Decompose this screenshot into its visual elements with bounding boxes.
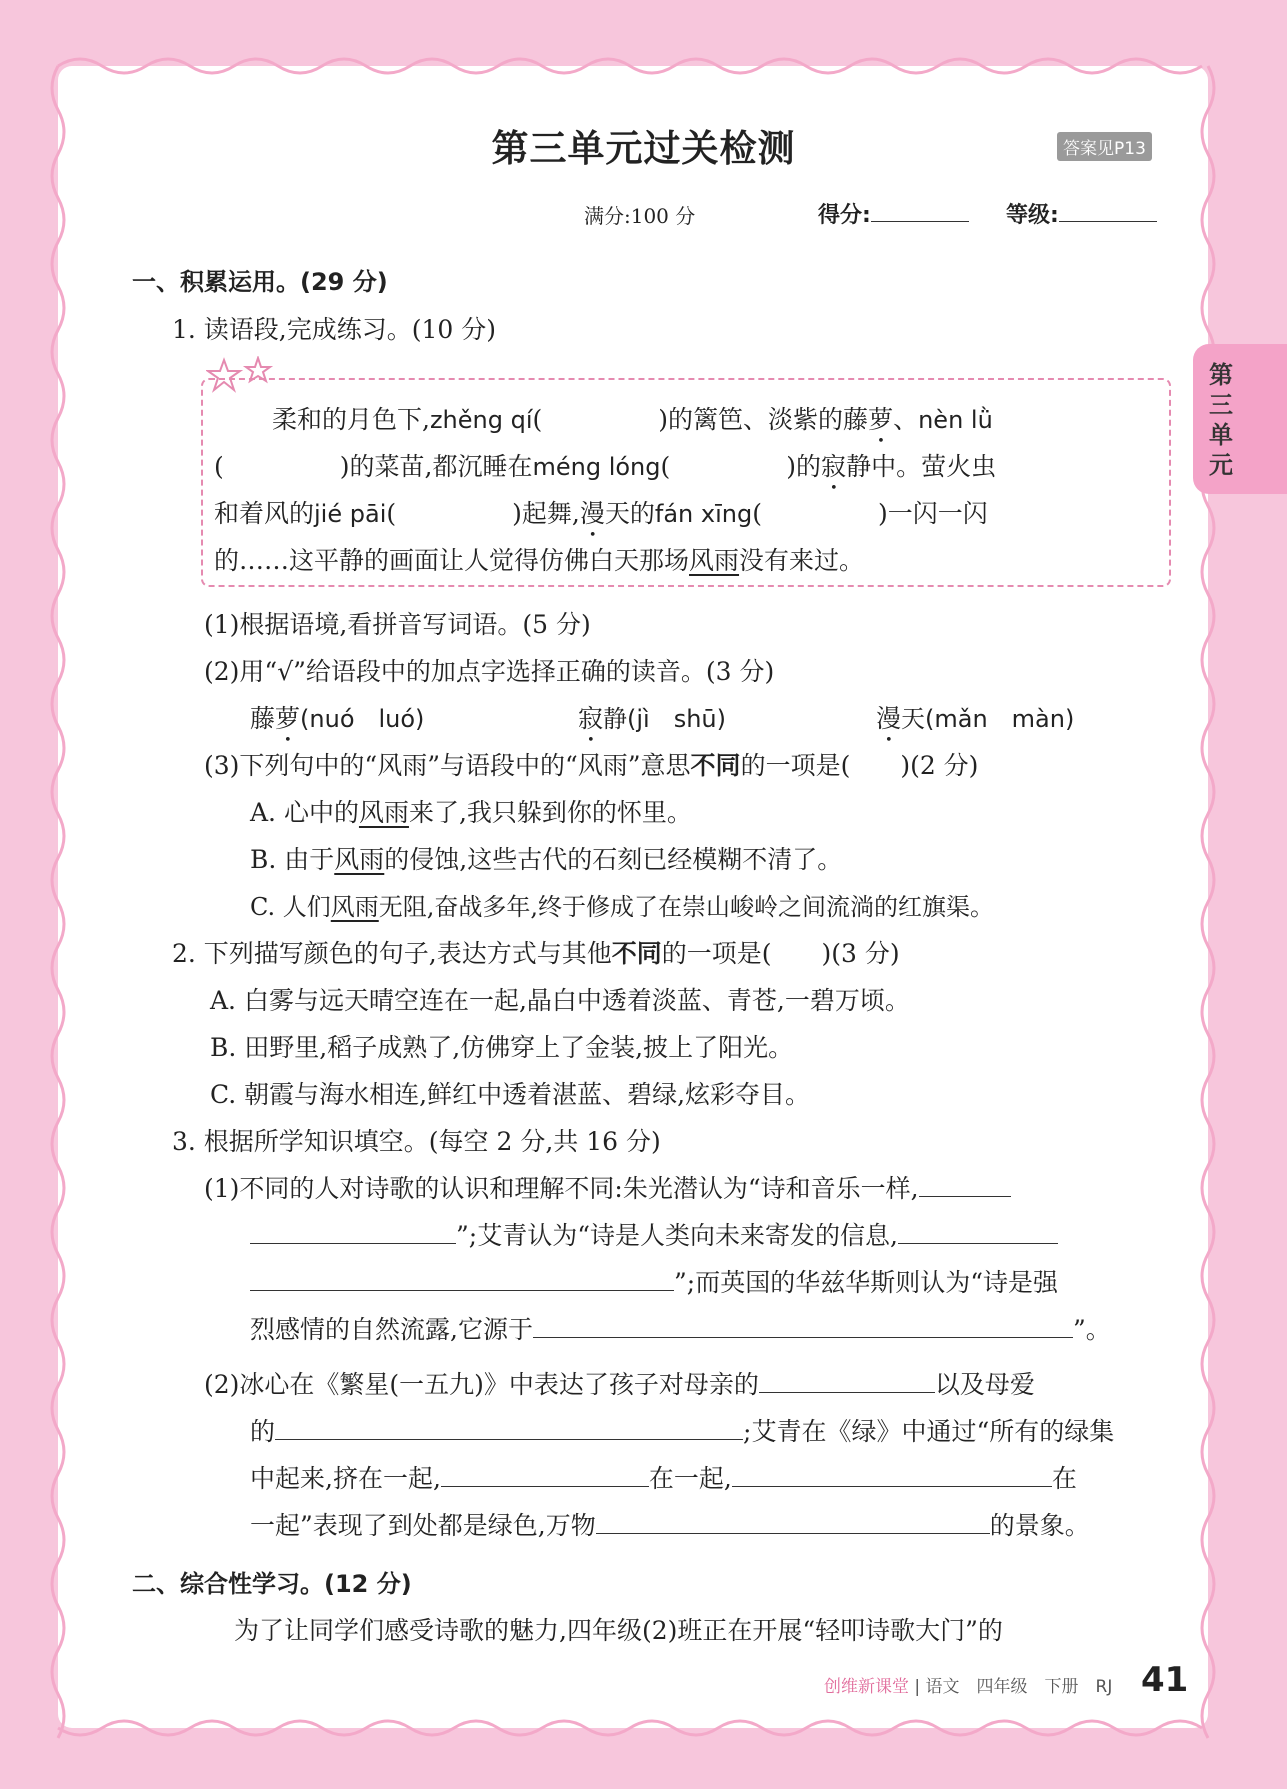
underlined-word: 风雨 bbox=[358, 798, 409, 827]
answer-blank[interactable] bbox=[542, 403, 658, 428]
option-text: 无阻,奋战多年,终于修成了在崇山峻岭之间流淌的红旗渠。 bbox=[378, 893, 995, 921]
passage-line-2: ( )的菜苗,都沉睡在méng lóng( )的寂静中。萤火虫 bbox=[214, 452, 997, 481]
passage-text: 起舞, bbox=[521, 499, 580, 528]
dotted-character: 萝 bbox=[275, 704, 301, 733]
dotted-character: 漫 bbox=[579, 499, 605, 528]
pinyin-choices: 天(mǎn màn) bbox=[901, 705, 1075, 733]
question-text: 以及母爱 bbox=[934, 1370, 1035, 1399]
question-text: ”;艾青认为“诗是人类向未来寄发的信息, bbox=[456, 1221, 898, 1250]
emphasis-text: 不同 bbox=[611, 939, 662, 968]
brand-name: 创维新课堂 bbox=[824, 1677, 909, 1697]
option-text: 的侵蚀,这些古代的石刻已经模糊不清了。 bbox=[384, 845, 843, 874]
footer-separator: | bbox=[914, 1677, 921, 1697]
answer-blank[interactable] bbox=[732, 1461, 1052, 1487]
option-text: A. 心中的 bbox=[250, 798, 359, 827]
question-text: (2)冰心在《繁星(一五九)》中表达了孩子对母亲的 bbox=[204, 1370, 759, 1399]
passage-text: 、 bbox=[893, 405, 919, 434]
grade-label: 等级: bbox=[1006, 203, 1059, 228]
unit-side-tab-label: 第三单元 bbox=[1209, 361, 1233, 479]
grade-field bbox=[1006, 198, 1157, 229]
sub-question-3 bbox=[204, 746, 978, 782]
score-field bbox=[818, 198, 969, 229]
grade-blank[interactable] bbox=[1059, 199, 1157, 222]
question-3-1-line-3 bbox=[250, 1263, 1058, 1299]
question-3-2-line-1 bbox=[204, 1365, 1035, 1401]
page-number: 41 bbox=[1141, 1660, 1189, 1700]
pinyin-prompt: fán xīng bbox=[654, 500, 753, 528]
section-2-paragraph: 为了让同学们感受诗歌的魅力,四年级(2)班正在开展“轻叩诗歌大门”的 bbox=[234, 1616, 1003, 1645]
sub-question-1: (1)根据语境,看拼音写词语。(5 分) bbox=[204, 610, 591, 639]
answer-blank[interactable] bbox=[224, 450, 340, 475]
question-text: 在一起, bbox=[648, 1464, 732, 1493]
footer-info bbox=[824, 1672, 1112, 1697]
page-title: 第三单元过关检测 bbox=[491, 127, 796, 170]
passage-line-4 bbox=[214, 541, 864, 577]
question-text: (3)下列句中的“风雨”与语段中的“风雨”意思 bbox=[204, 751, 691, 780]
pinyin-prompt: nèn lǜ bbox=[918, 406, 993, 434]
answer-blank[interactable] bbox=[670, 450, 786, 475]
answer-blank[interactable] bbox=[762, 497, 878, 522]
passage-text: 静中。萤火虫 bbox=[846, 452, 997, 481]
question-3-1-line-4 bbox=[250, 1310, 1111, 1346]
answer-blank[interactable] bbox=[250, 1218, 456, 1244]
underlined-word: 风雨 bbox=[689, 546, 740, 575]
answer-blank[interactable] bbox=[759, 1367, 935, 1393]
pinyin-prompt: zhěng qí bbox=[429, 406, 533, 434]
pinyin-prompt: jié pāi bbox=[314, 500, 387, 528]
sub-question-3-option-c[interactable] bbox=[250, 887, 994, 922]
sub-question-2-option-a[interactable] bbox=[250, 699, 424, 748]
section-2-heading: 二、综合性学习。(12 分) bbox=[132, 1570, 412, 1598]
question-text: 中起来,挤在一起, bbox=[250, 1464, 441, 1493]
question-text: 2. 下列描写颜色的句子,表达方式与其他 bbox=[172, 939, 612, 968]
answer-blank[interactable] bbox=[275, 1414, 743, 1440]
emphasis-text: 不同 bbox=[690, 751, 741, 780]
underlined-word: 风雨 bbox=[330, 893, 379, 921]
passage-line-1: 柔和的月色下,zhěng qí( )的篱笆、淡紫的藤萝、nèn lǜ bbox=[272, 405, 993, 434]
passage-text: 柔和的月色下, bbox=[272, 405, 430, 434]
pinyin-prompt: méng lóng bbox=[532, 453, 661, 481]
passage-text: 的篱笆、淡紫的藤 bbox=[668, 405, 869, 434]
score-blank[interactable] bbox=[871, 199, 969, 222]
question-text: 烈感情的自然流露,它源于 bbox=[250, 1315, 533, 1344]
score-label: 得分: bbox=[818, 203, 871, 228]
question-3-1-line-2 bbox=[250, 1216, 1058, 1252]
question-2-option-c[interactable]: C. 朝霞与海水相连,鲜红中透着湛蓝、碧绿,炫彩夺目。 bbox=[210, 1080, 811, 1109]
underlined-word: 风雨 bbox=[334, 845, 385, 874]
question-2-option-a[interactable]: A. 白雾与远天晴空连在一起,晶白中透着淡蓝、青苍,一碧万顷。 bbox=[210, 986, 910, 1015]
question-3-2-line-2 bbox=[250, 1412, 1114, 1448]
sub-question-3-option-b[interactable] bbox=[250, 840, 842, 876]
option-text: B. 由于 bbox=[250, 845, 335, 874]
question-text: 在 bbox=[1051, 1464, 1077, 1493]
passage-text: 的……这平静的画面让人觉得仿佛白天那场 bbox=[214, 546, 690, 575]
full-score-label: 满分:100 分 bbox=[584, 204, 696, 228]
question-text: 的一项是( )(2 分) bbox=[740, 751, 979, 780]
answer-blank[interactable] bbox=[533, 1312, 1073, 1338]
passage-line-3: 和着风的jié pāi( )起舞,漫天的fán xīng( )一闪一闪 bbox=[214, 499, 988, 528]
option-text: 来了,我只躲到你的怀里。 bbox=[408, 798, 692, 827]
question-3-2-line-3 bbox=[250, 1459, 1077, 1495]
question-2-title bbox=[172, 934, 900, 970]
book-info: 语文 四年级 下册 RJ bbox=[925, 1677, 1113, 1697]
passage-text: 和着风的 bbox=[214, 499, 315, 528]
section-1-heading: 一、积累运用。(29 分) bbox=[132, 268, 388, 296]
passage-text: 天的 bbox=[604, 499, 655, 528]
option-text: 藤 bbox=[250, 704, 276, 733]
question-3-title: 3. 根据所学知识填空。(每空 2 分,共 16 分) bbox=[172, 1127, 661, 1156]
dotted-character: 漫 bbox=[876, 704, 902, 733]
passage-text: 的菜苗,都沉睡在 bbox=[349, 452, 533, 481]
dotted-character: 萝 bbox=[868, 405, 894, 434]
question-text: ”;而英国的华兹华斯则认为“诗是强 bbox=[674, 1268, 1058, 1297]
sub-question-2-option-b[interactable] bbox=[578, 699, 726, 748]
question-3-1-line-1 bbox=[204, 1169, 1011, 1205]
passage-text: 一闪一闪 bbox=[887, 499, 988, 528]
question-text: 的景象。 bbox=[989, 1511, 1090, 1540]
question-text: ”。 bbox=[1072, 1315, 1111, 1344]
answer-blank[interactable] bbox=[441, 1461, 649, 1487]
answer-blank[interactable] bbox=[596, 1508, 990, 1534]
option-text: C. 人们 bbox=[250, 893, 331, 921]
answer-blank[interactable] bbox=[919, 1171, 1011, 1197]
question-text: 的 bbox=[250, 1417, 276, 1446]
question-text: (1)不同的人对诗歌的认识和理解不同:朱光潜认为“诗和音乐一样, bbox=[204, 1174, 919, 1203]
question-text: 一起”表现了到处都是绿色,万物 bbox=[250, 1511, 596, 1540]
question-text: ;艾青在《绿》中通过“所有的绿集 bbox=[743, 1417, 1115, 1446]
sub-question-2: (2)用“√”给语段中的加点字选择正确的读音。(3 分) bbox=[204, 657, 775, 686]
passage-text: 没有来过。 bbox=[739, 546, 865, 575]
pinyin-choices: (nuó luó) bbox=[300, 705, 425, 733]
sub-question-3-option-a[interactable] bbox=[250, 793, 692, 829]
answer-blank[interactable] bbox=[396, 497, 512, 522]
answer-blank[interactable] bbox=[898, 1218, 1058, 1244]
dotted-character: 寂 bbox=[821, 452, 847, 481]
question-3-2-line-4 bbox=[250, 1506, 1090, 1542]
question-1-title: 1. 读语段,完成练习。(10 分) bbox=[172, 315, 497, 344]
answer-blank[interactable] bbox=[250, 1265, 674, 1291]
question-text: 的一项是( )(3 分) bbox=[661, 939, 900, 968]
dotted-character: 寂 bbox=[578, 704, 604, 733]
answer-reference-badge: 答案见P13 bbox=[1057, 132, 1152, 161]
sub-question-2-option-c[interactable] bbox=[876, 699, 1074, 748]
pinyin-choices: 静(jì shū) bbox=[603, 705, 727, 733]
question-2-option-b[interactable]: B. 田野里,稻子成熟了,仿佛穿上了金装,披上了阳光。 bbox=[210, 1033, 794, 1062]
passage-text: 的 bbox=[796, 452, 822, 481]
